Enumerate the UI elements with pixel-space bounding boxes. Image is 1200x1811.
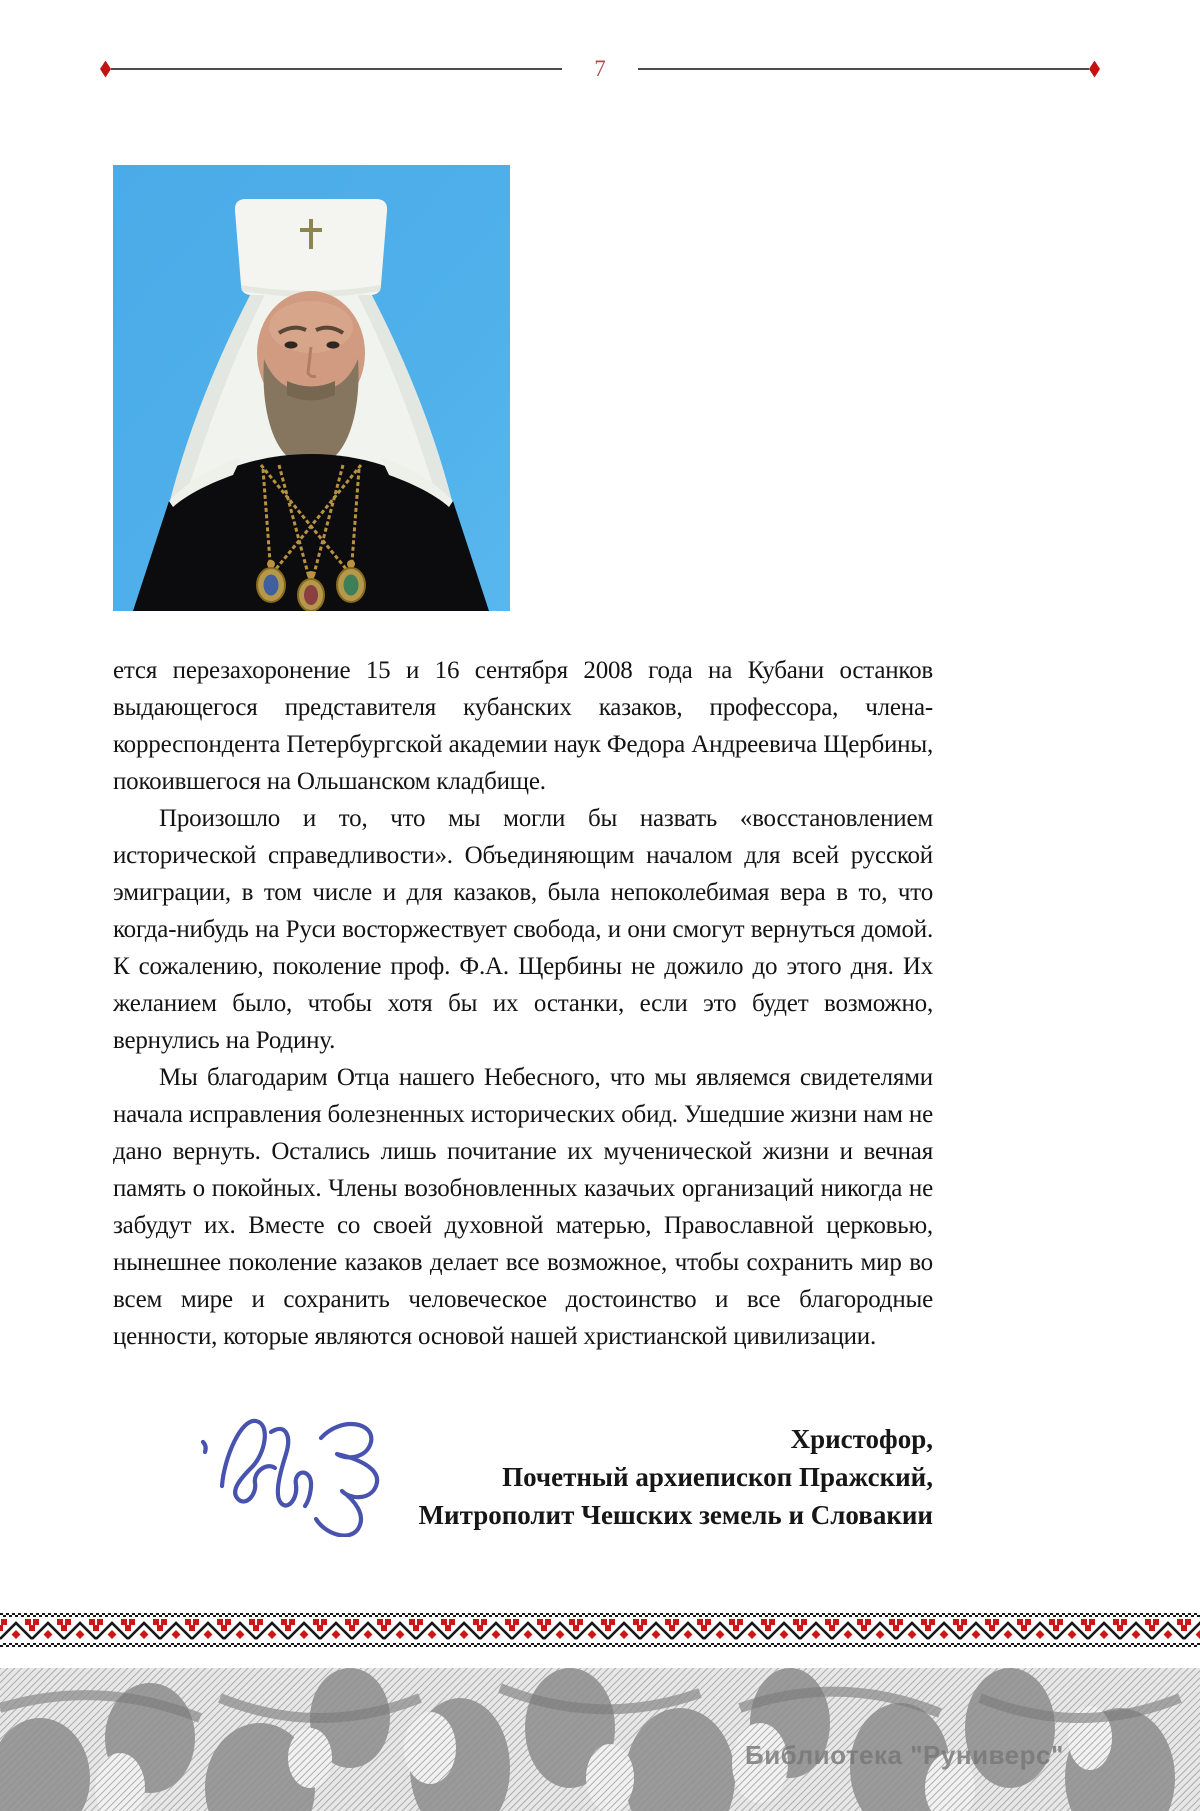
library-watermark: Библиотека "Руниверс" xyxy=(745,1740,1064,1770)
metropolitan-portrait-photo xyxy=(113,165,510,611)
attribution xyxy=(273,1420,933,1534)
attribution-line: Митрополит Чешских земель и Словакии xyxy=(418,1500,933,1530)
header-rule xyxy=(100,56,1100,81)
right-diamond-ornament-icon xyxy=(1089,61,1100,78)
body-text xyxy=(113,652,933,1355)
left-rule-line xyxy=(111,68,562,70)
paragraph: Мы благодарим Отца нашего Небесного, что мы являемся свидетелями начала исправления болезненных исторических обид. Ушедшие жизни нам не дано вернуть. Остались лишь почитание их мученической жизни и вечная память о покойных. Члены возобновленных казачьих организаций никогда не забудут их. Вместе со своей духовной матерью, Православной церковью, нынешнее поколение казаков делает все возможное, чтобы сохранить мир во всем мире и сохранить человеческое достоинство и все благородные ценности, которые являются основой нашей христианской цивилизации. xyxy=(113,1064,933,1350)
page-number: 7 xyxy=(594,56,606,81)
paragraph: Произошло и то, что мы могли бы назвать «восстановлением исторической справедливости». Объединяющим началом для всей русской эмиграции, в том числе и для казаков, была непоколебимая вера в то, что когда-нибудь на Руси восторжествует свобода, и они смогут вернуться домой. К сожалению, поколение проф. Ф.А. Щербины не дожило до этого дня. Их желанием было, чтобы хотя бы их останки, если это будет возможно, вернулись на Родину. xyxy=(113,805,933,1054)
attribution-line: Христофор, xyxy=(790,1424,933,1454)
paragraph: ется перезахоронение 15 и 16 сентября 2008 года на Кубани останков выдающегося представителя кубанских казаков, профессора, члена-корреспондента Петербургской академии наук Федора Андреевича Щербины, покоившегося на Ольшанском кладбище. xyxy=(113,657,933,795)
left-diamond-ornament-icon xyxy=(100,61,111,78)
attribution-line: Почетный архиепископ Пражский, xyxy=(502,1462,933,1492)
folk-ornament-band xyxy=(0,1613,1200,1647)
right-rule-line xyxy=(638,68,1089,70)
ornament-pattern xyxy=(0,1613,1200,1647)
portrait-illustration xyxy=(113,165,510,611)
